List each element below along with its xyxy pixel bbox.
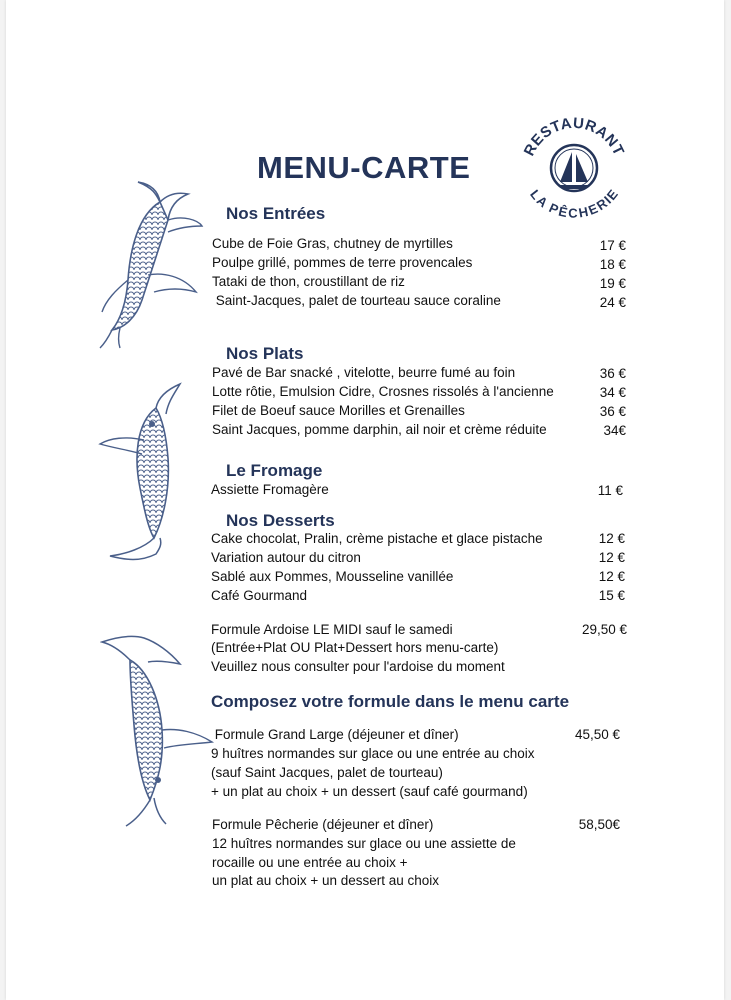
- formule-line: 9 huîtres normandes sur glace ou une entrée au choix: [211, 746, 535, 761]
- menu-item-price: 36 €: [599, 404, 626, 419]
- ardoise-price: 29,50 €: [581, 622, 627, 637]
- sailboat-icon: [560, 152, 572, 182]
- menu-item-name: Assiette Fromagère: [211, 482, 329, 497]
- menu-item-name: Pavé de Bar snacké , vitelotte, beurre fumé au foin: [212, 365, 516, 380]
- logo-top-text: RESTAURANT: [520, 114, 628, 159]
- fish-illustration-top: [98, 180, 208, 350]
- menu-item-price: 11 €: [597, 483, 623, 498]
- section-title-plats: Nos Plats: [226, 344, 304, 363]
- menu-item-price: 36 €: [599, 366, 626, 381]
- menu-item-price: 19 €: [599, 276, 626, 291]
- menu-item-name: Tataki de thon, croustillant de riz: [212, 274, 405, 289]
- menu-item-name: Filet de Boeuf sauce Morilles et Grenailles: [212, 403, 465, 418]
- ardoise-line: Veuillez nous consulter pour l'ardoise du moment: [211, 659, 505, 674]
- menu-item-price: 17 €: [599, 238, 626, 253]
- page-title: MENU-CARTE: [257, 150, 471, 185]
- menu-item-name: Cake chocolat, Pralin, crème pistache et glace pistache: [211, 531, 543, 546]
- formule-price: 58,50€: [578, 817, 620, 832]
- fish-illustration-bottom: [100, 630, 220, 830]
- menu-item-name: Saint-Jacques, palet de tourteau sauce coraline: [212, 293, 501, 308]
- menu-item-name: Saint Jacques, pomme darphin, ail noir et crème réduite: [212, 422, 547, 437]
- compose-title: Composez votre formule dans le menu carte: [211, 692, 570, 711]
- ardoise-line: Formule Ardoise LE MIDI sauf le samedi: [211, 622, 453, 637]
- menu-item-price: 12 €: [598, 550, 625, 565]
- formule-price: 45,50 €: [574, 727, 620, 742]
- formule-line: (sauf Saint Jacques, palet de tourteau): [211, 765, 443, 780]
- menu-item-price: 24 €: [599, 295, 626, 310]
- section-title-desserts: Nos Desserts: [226, 511, 335, 530]
- formule-line: Formule Grand Large (déjeuner et dîner): [211, 727, 459, 742]
- menu-item-name: Cube de Foie Gras, chutney de myrtilles: [212, 236, 453, 251]
- menu-item-name: Lotte rôtie, Emulsion Cidre, Crosnes rissolés à l'ancienne: [212, 384, 554, 399]
- menu-item-price: 34€: [603, 423, 626, 438]
- section-title-fromage: Le Fromage: [226, 461, 323, 480]
- menu-item-price: 34 €: [599, 385, 626, 400]
- logo-bottom-text: LA PÊCHERIE: [527, 186, 621, 218]
- menu-item-price: 15 €: [598, 588, 625, 603]
- ardoise-line: (Entrée+Plat OU Plat+Dessert hors menu-carte): [211, 640, 499, 655]
- menu-item-name: Poulpe grillé, pommes de terre provencales: [212, 255, 473, 270]
- section-title-entrees: Nos Entrées: [226, 204, 326, 223]
- svg-text:RESTAURANT: [521, 115, 627, 159]
- restaurant-logo: [516, 112, 632, 218]
- formule-line: un plat au choix + un dessert au choix: [212, 873, 440, 888]
- menu-item-price: 12 €: [598, 569, 625, 584]
- formule-line: 12 huîtres normandes sur glace ou une assiette de: [212, 836, 516, 851]
- menu-item-name: Variation autour du citron: [211, 550, 361, 565]
- fish-illustration-middle: [96, 378, 198, 564]
- menu-item-name: Café Gourmand: [211, 588, 308, 603]
- formule-line: Formule Pêcherie (déjeuner et dîner): [212, 817, 434, 832]
- formule-line: rocaille ou une entrée au choix +: [212, 855, 408, 870]
- formule-line: + un plat au choix + un dessert (sauf café gourmand): [211, 784, 528, 799]
- menu-item-name: Sablé aux Pommes, Mousseline vanillée: [211, 569, 454, 584]
- menu-item-price: 18 €: [599, 257, 626, 272]
- menu-item-price: 12 €: [598, 531, 625, 546]
